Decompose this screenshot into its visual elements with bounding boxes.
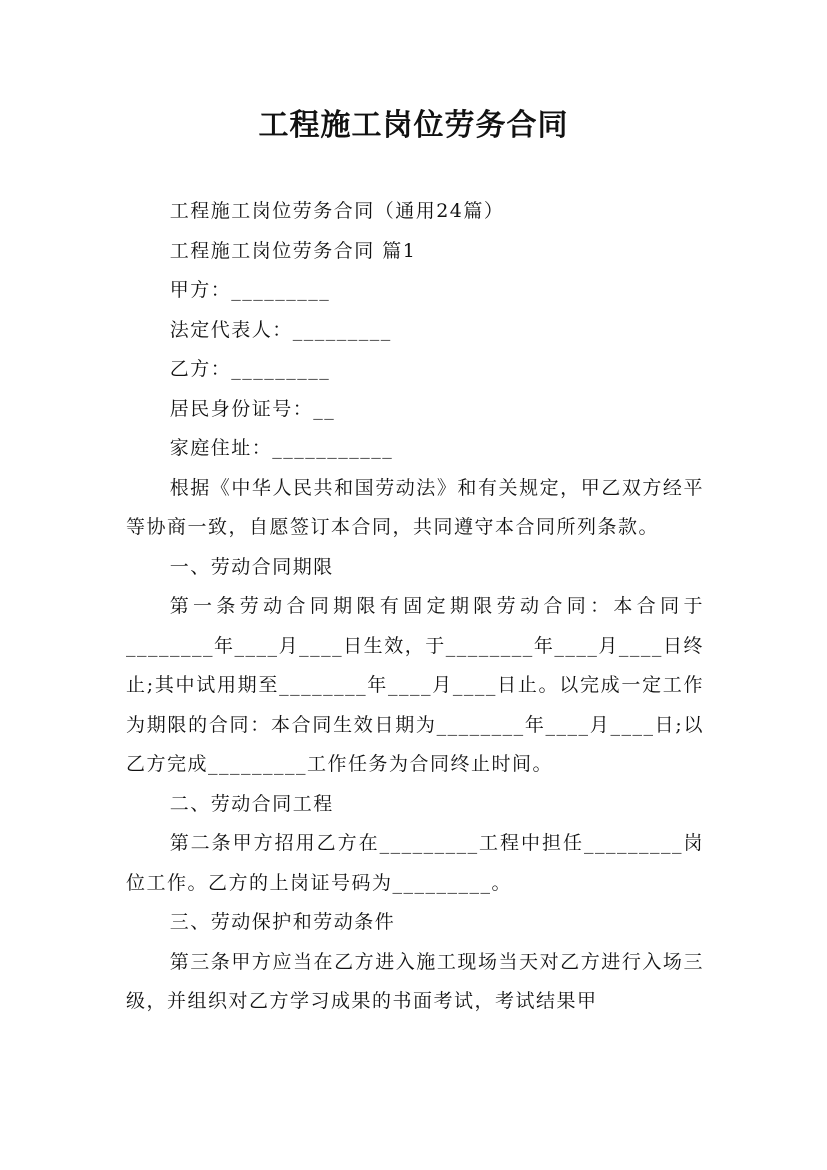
heading-labor-protection: 三、劳动保护和劳动条件 [169,911,396,933]
document-body [126,192,704,1022]
preamble-paragraph: 根据《中华人民共和国劳动法》和有关规定，甲乙双方经平等协商一致，自愿签订本合同，共同遵守本合同所列条款。 [126,476,704,538]
heading-contract-term: 一、劳动合同期限 [169,555,334,578]
document-title: 工程施工岗位劳务合同 [258,108,569,143]
heading-contract-project: 二、劳动合同工程 [169,792,334,815]
paragraph-section-heading: 工程施工岗位劳务合同 篇1 [169,239,417,262]
legal-representative-line: 法定代表人：_________ [169,318,392,341]
article-3-paragraph: 第三条甲方应当在乙方进入施工现场当天对乙方进行入场三级，并组织对乙方学习成果的书面考试，考试结果甲 [126,950,704,1012]
article-1-paragraph: 第一条劳动合同期限有固定期限劳动合同：本合同于________年____月____日生效，于________年____月____日终止;其中试用期至________年____月____日止。以完成一定工作为期限的合同：本合同生效日期为________年____月____日;以乙方完成_________工作任务为合同终止时间。 [126,595,704,775]
id-number-line: 居民身份证号：__ [169,397,336,420]
party-b-line: 乙方：_________ [169,358,331,380]
paragraph-subtitle: 工程施工岗位劳务合同（通用24篇） [169,200,505,222]
party-a-line: 甲方：_________ [169,279,331,301]
article-2-paragraph: 第二条甲方招用乙方在_________工程中担任_________岗位工作。乙方的上岗证号码为_________。 [126,832,704,894]
home-address-line: 家庭住址：___________ [169,437,394,459]
